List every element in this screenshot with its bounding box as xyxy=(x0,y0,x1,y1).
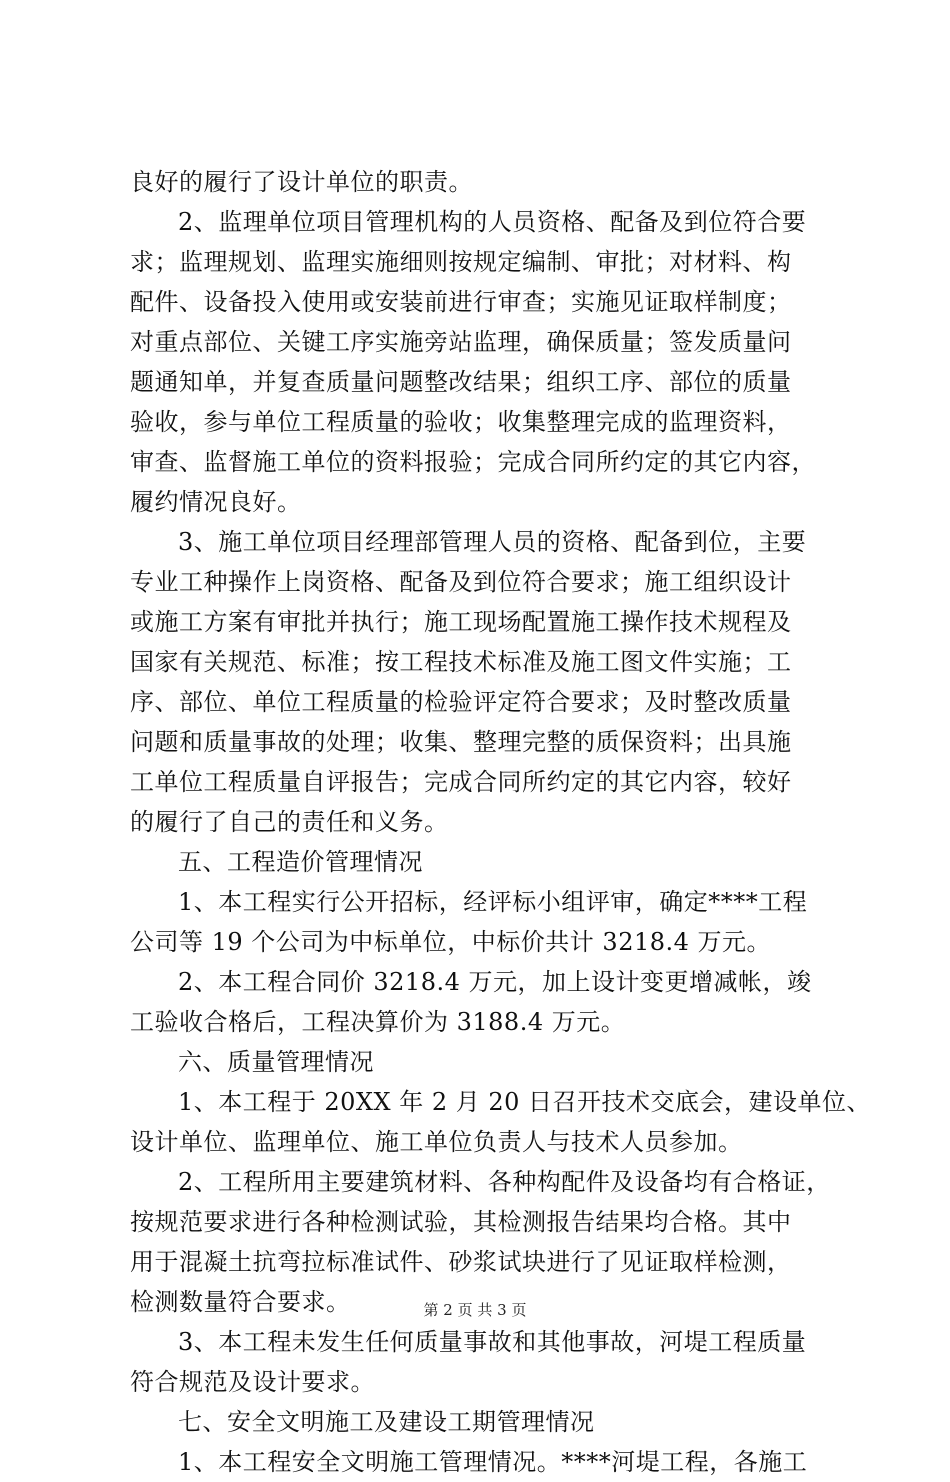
paragraph-line: 或施工方案有审批并执行；施工现场配置施工操作技术规程及 xyxy=(130,608,792,636)
paragraph-line: 3、施工单位项目经理部管理人员的资格、配备到位，主要 xyxy=(178,528,807,556)
paragraph-line: 1、本工程于 20XX 年 2 月 20 日召开技术交底会，建设单位、 xyxy=(178,1088,872,1116)
paragraph-line: 国家有关规范、标准；按工程技术标准及施工图文件实施；工 xyxy=(130,648,792,676)
paragraph-line: 问题和质量事故的处理；收集、整理完整的质保资料；出具施 xyxy=(130,728,792,756)
paragraph-line: 设计单位、监理单位、施工单位负责人与技术人员参加。 xyxy=(130,1128,743,1156)
document-body xyxy=(130,162,872,1482)
paragraph-line: 3、本工程未发生任何质量事故和其他事故，河堤工程质量 xyxy=(178,1328,807,1356)
paragraph-line: 检测数量符合要求。 xyxy=(130,1288,351,1316)
section-heading: 七、安全文明施工及建设工期管理情况 xyxy=(178,1408,595,1436)
paragraph-line: 符合规范及设计要求。 xyxy=(130,1368,375,1396)
paragraph-line: 工单位工程质量自评报告；完成合同所约定的其它内容，较好 xyxy=(130,768,792,796)
paragraph-line: 用于混凝土抗弯拉标准试件、砂浆试块进行了见证取样检测， xyxy=(130,1248,792,1276)
paragraph-line: 审查、监督施工单位的资料报验；完成合同所约定的其它内容， xyxy=(130,448,816,476)
paragraph-line: 题通知单，并复查质量问题整改结果；组织工序、部位的质量 xyxy=(130,368,792,396)
page-footer: 第 2 页 共 3 页 xyxy=(423,1301,527,1319)
paragraph-line: 良好的履行了设计单位的职责。 xyxy=(130,168,473,196)
paragraph-line: 2、监理单位项目管理机构的人员资格、配备及到位符合要 xyxy=(178,208,807,236)
paragraph-line: 的履行了自己的责任和义务。 xyxy=(130,808,449,836)
section-heading: 五、工程造价管理情况 xyxy=(178,848,423,876)
paragraph-line: 验收，参与单位工程质量的验收；收集整理完成的监理资料， xyxy=(130,408,792,436)
paragraph-line: 对重点部位、关键工序实施旁站监理，确保质量；签发质量问 xyxy=(130,328,792,356)
paragraph-line: 公司等 19 个公司为中标单位，中标价共计 3218.4 万元。 xyxy=(130,928,772,956)
paragraph-line: 1、本工程实行公开招标，经评标小组评审，确定****工程 xyxy=(178,888,808,916)
paragraph-line: 履约情况良好。 xyxy=(130,488,302,516)
paragraph-line: 工验收合格后，工程决算价为 3188.4 万元。 xyxy=(130,1008,626,1036)
section-heading: 六、质量管理情况 xyxy=(178,1048,374,1076)
paragraph-line: 专业工种操作上岗资格、配备及到位符合要求；施工组织设计 xyxy=(130,568,792,596)
paragraph-line: 配件、设备投入使用或安装前进行审查；实施见证取样制度； xyxy=(130,288,792,316)
paragraph-line: 2、本工程合同价 3218.4 万元，加上设计变更增减帐，竣 xyxy=(178,968,812,996)
paragraph-line: 序、部位、单位工程质量的检验评定符合要求；及时整改质量 xyxy=(130,688,792,716)
paragraph-line: 1、本工程安全文明施工管理情况。****河堤工程，各施工 xyxy=(178,1448,808,1476)
paragraph-line: 求；监理规划、监理实施细则按规定编制、审批；对材料、构 xyxy=(130,248,792,276)
paragraph-line: 按规范要求进行各种检测试验，其检测报告结果均合格。其中 xyxy=(130,1208,792,1236)
paragraph-line: 2、工程所用主要建筑材料、各种构配件及设备均有合格证， xyxy=(178,1168,831,1196)
